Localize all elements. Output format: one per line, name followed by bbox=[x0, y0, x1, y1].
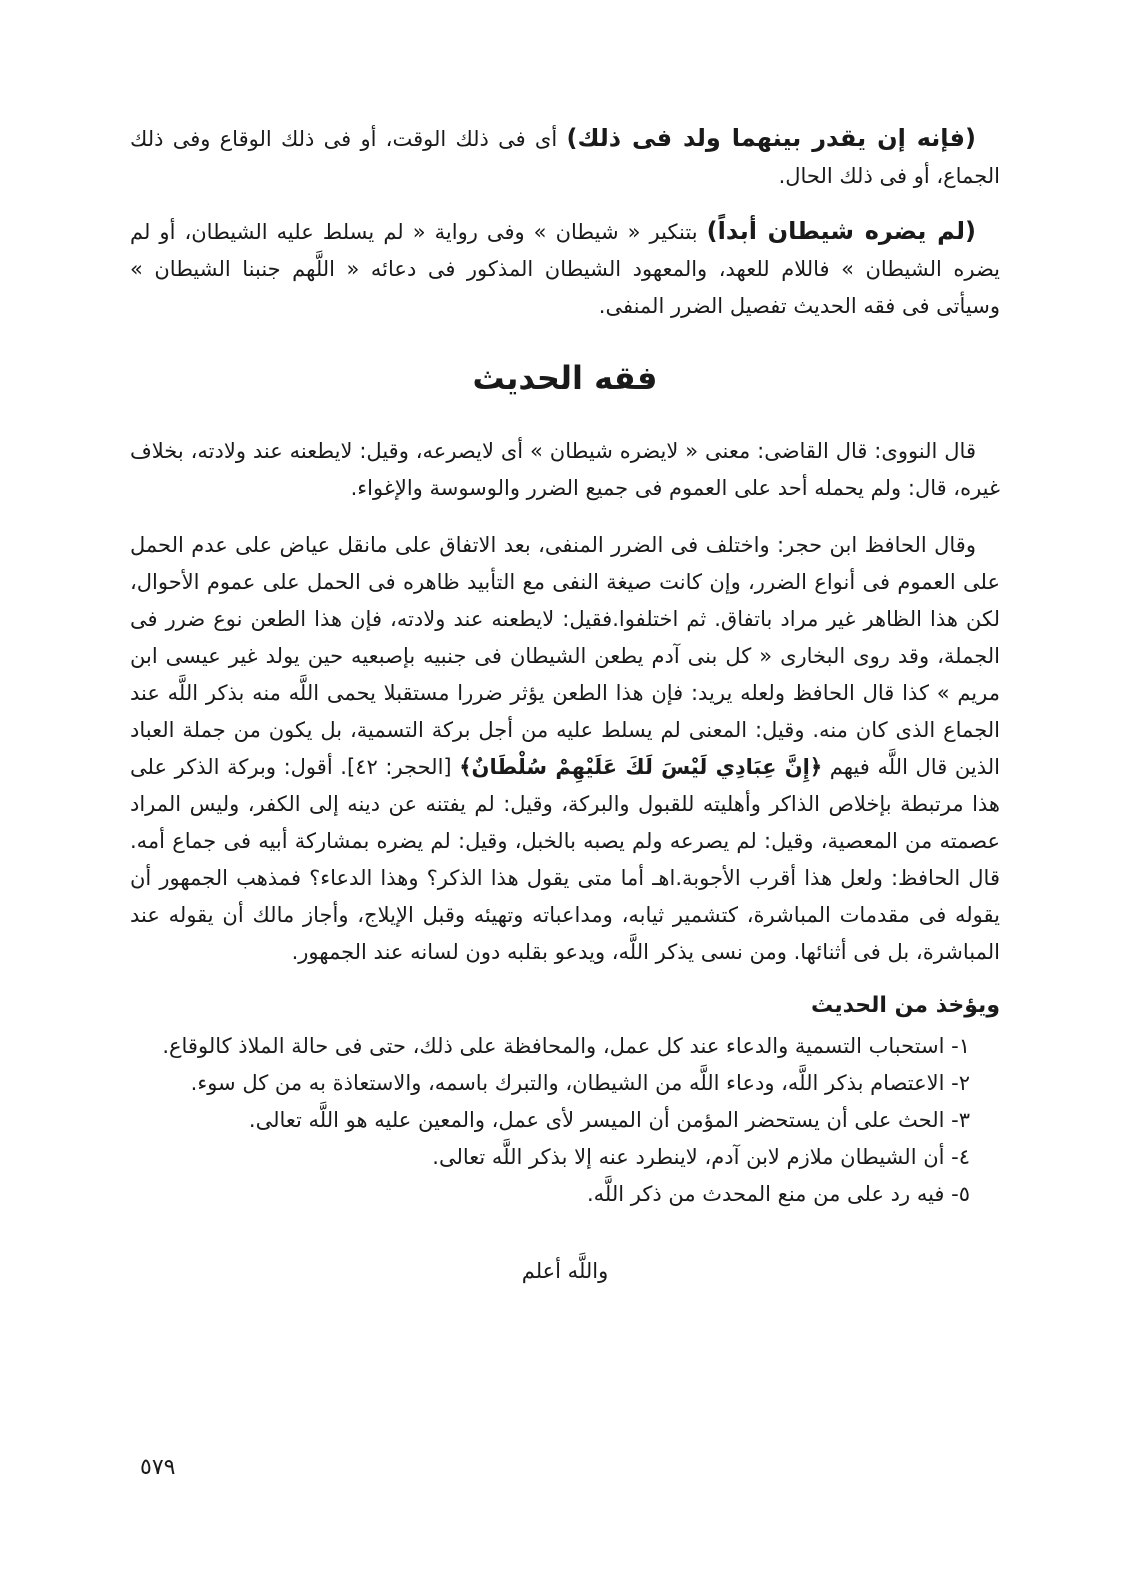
paragraph-4-before-verse: وقال الحافظ ابن حجر: واختلف فى الضرر المنفى، بعد الاتفاق على مانقل عياض على عدم الحمل على العموم فى أنواع الضرر، وإن كانت صيغة النفى مع التأبيد ظاهره فى الحمل على عموم الأحوال، لكن هذا الظاهر غير مراد باتفاق. ثم اختلفوا.فقيل: لايطعنه عند ولادته، فإن هذا الطعن نوع ضرر فى الجملة، وقد روى البخارى « كل بنى آدم يطعن الشيطان فى جنبيه بإصبعيه حين يولد غير عيسى ابن مريم » كذا قال الحافظ ولعله يريد: فإن هذا الطعن يؤثر ضررا مستقبلا يحمى اللَّه منه بذكر اللَّه عند الجماع الذى كان منه. وقيل: المعنى لم يسلط عليه من أجل بركة التسمية، بل يكون من جملة العباد الذين قال اللَّه فيهم bbox=[130, 533, 1000, 779]
paragraph-1-text: أى فى ذلك الوقت، أو فى ذلك الوقاع وفى ذلك الجماع، أو فى ذلك الحال. bbox=[130, 127, 1000, 188]
paragraph-1-lead: (فإنه إن يقدر بينهما ولد فى ذلك) bbox=[566, 124, 976, 152]
closing-phrase: واللَّه أعلم bbox=[521, 1259, 609, 1283]
page-number: ٥٧٩ bbox=[140, 1455, 176, 1480]
paragraph-4-after-verse: [الحجر: ٤٢]. أقول: وبركة الذكر على هذا مرتبطة بإخلاص الذاكر وأهليته للقبول والبركة، وقيل: لم يفتنه عن دينه إلى الكفر، وليس المراد عصمته من المعصية، وقيل: لم يصرعه ولم يصبه بالخبل، وقيل: لم يضره بمشاركة أبيه فى جماع أمه. قال الحافظ: ولعل هذا أقرب الأجوبة.اهـ أما متى يقول هذا الذكر؟ وهذا الدعاء؟ فمذهب الجمهور أن يقوله فى مقدمات المباشرة، كتشمير ثيابه، ومداعباته وتهيئه وقبل الإيلاج، وأجاز مالك أن يقوله عند المباشرة، بل فى أثنائها. ومن نسى يذكر اللَّه، ويدعو بقلبه دون لسانه عند الجمهور. bbox=[130, 755, 1000, 964]
paragraph-2-lead: (لم يضره شيطان أبداً) bbox=[706, 217, 976, 245]
lesson-item: ١- استحباب التسمية والدعاء عند كل عمل، والمحافظة على ذلك، حتى فى حالة الملاذ كالوقاع. bbox=[162, 1034, 970, 1058]
lesson-item: ٣- الحث على أن يستحضر المؤمن أن الميسر لأى عمل، والمعين عليه هو اللَّه تعالى. bbox=[248, 1108, 970, 1132]
quran-verse: ﴿إِنَّ عِبَادِي لَيْسَ لَكَ عَلَيْهِمْ سُلْطَانٌ﴾ bbox=[459, 755, 823, 779]
paragraph-3: قال النووى: قال القاضى: معنى « لايضره شيطان » أى لايصرعه، وقيل: لايطعنه عند ولادته، بخلاف غيره، قال: ولم يحمله أحد على العموم فى جميع الضرر والوسوسة والإغواء. bbox=[130, 439, 1000, 500]
paragraph-1 bbox=[130, 120, 1000, 195]
lessons-heading: ويؤخذ من الحديث bbox=[811, 993, 1000, 1018]
paragraph-2 bbox=[130, 213, 1000, 325]
lesson-item: ٥- فيه رد على من منع المحدث من ذكر اللَّه. bbox=[586, 1182, 970, 1206]
paragraph-2-text: بتنكير « شيطان » وفى رواية « لم يسلط عليه الشيطان، أو لم يضره الشيطان » فاللام للعهد، والمعهود الشيطان المذكور فى دعائه « اللَّهم جنبنا الشيطان » وسيأتى فى فقه الحديث تفصيل الضرر المنفى. bbox=[130, 220, 1000, 318]
lesson-item: ٢- الاعتصام بذكر اللَّه، ودعاء اللَّه من الشيطان، والتبرك باسمه، والاستعاذة به من كل سوء. bbox=[190, 1071, 970, 1095]
lessons-list bbox=[130, 1028, 1000, 1213]
paragraph-4 bbox=[130, 527, 1000, 971]
lesson-item: ٤- أن الشيطان ملازم لابن آدم، لاينطرد عنه إلا بذكر اللَّه تعالى. bbox=[432, 1145, 970, 1169]
section-heading: فقه الحديث bbox=[472, 359, 658, 397]
page-body bbox=[130, 120, 1000, 1283]
